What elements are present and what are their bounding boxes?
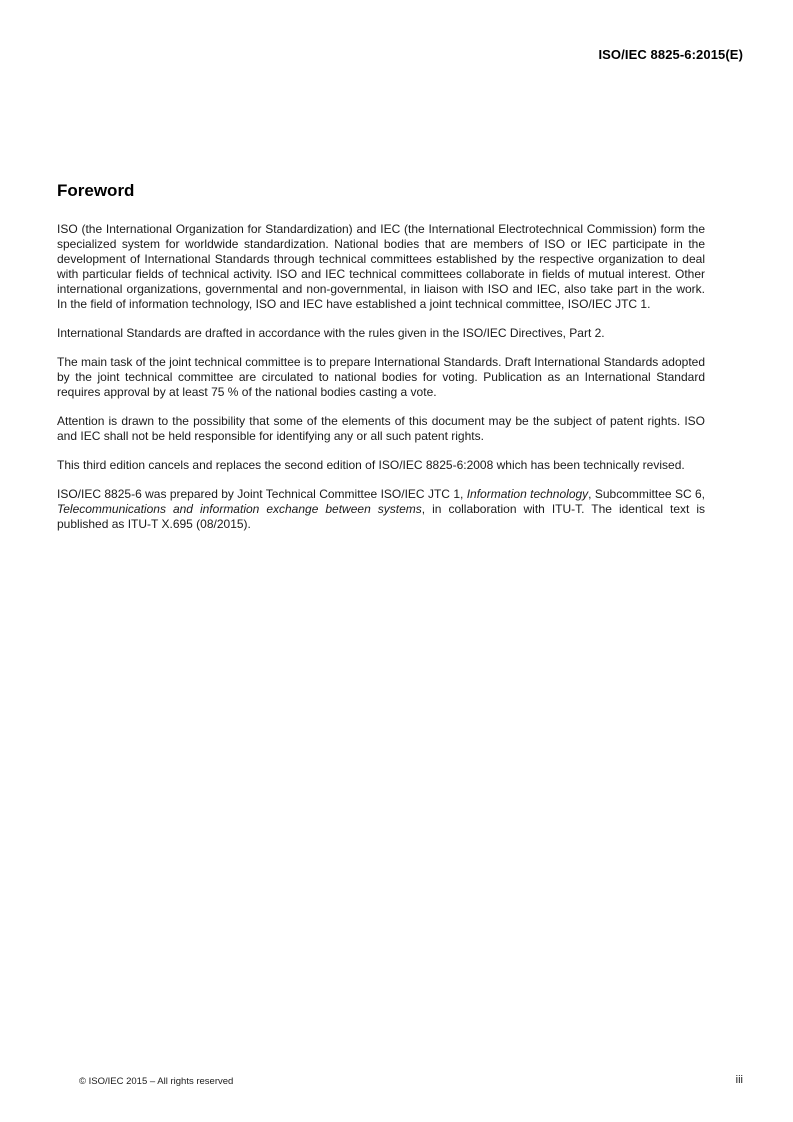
paragraph-directives: International Standards are drafted in accordance with the rules given in the ISO/IEC Directives, Part 2. bbox=[57, 326, 605, 340]
footer-copyright: © ISO/IEC 2015 – All rights reserved bbox=[79, 1076, 234, 1087]
preparation-text-3: , in collaboration with ITU-T. The identical text is published as ITU-T X.695 (08/2015). bbox=[57, 502, 705, 531]
paragraph-edition: This third edition cancels and replaces the second edition of ISO/IEC 8825-6:2008 which has been technically revised. bbox=[57, 458, 685, 472]
preparation-text-2: , Subcommittee SC 6, bbox=[588, 487, 706, 501]
paragraph-organizations: ISO (the International Organization for Standardization) and IEC (the International Electrotechnical Commission) form the specialized system for worldwide standardization. National bodies that are members of ISO or IEC participate in the development of International Standards through technical committees established by the respective organization to deal with particular fields of technical activity. ISO and IEC technical committees collaborate in fields of mutual interest. Other international organizations, governmental and non-governmental, in liaison with ISO and IEC, also take part in the work. In the field of information technology, ISO and IEC have established a joint technical committee, ISO/IEC JTC 1. bbox=[57, 222, 705, 311]
paragraph-patent-rights: Attention is drawn to the possibility that some of the elements of this document may be the subject of patent rights. ISO and IEC shall not be held responsible for identifying any or all such patent rights. bbox=[57, 414, 705, 443]
standard-reference-header: ISO/IEC 8825-6:2015(E) bbox=[598, 47, 743, 62]
paragraph-committee-task: The main task of the joint technical committee is to prepare International Standards. Draft International Standards adopted by the joint technical committee are circulated to national bodies for voting. Publication as an International Standard requires approval by at least 75 % of the national bodies casting a vote. bbox=[57, 355, 705, 399]
preparation-text-1: ISO/IEC 8825-6 was prepared by Joint Technical Committee ISO/IEC JTC 1, bbox=[57, 487, 467, 501]
page-number: iii bbox=[735, 1074, 743, 1086]
page-title: Foreword bbox=[57, 181, 135, 200]
committee-title: Information technology bbox=[466, 487, 589, 501]
foreword-body bbox=[57, 222, 705, 546]
paragraph-preparation bbox=[57, 487, 705, 532]
subcommittee-title: Telecommunications and information exchange between systems bbox=[57, 502, 422, 516]
